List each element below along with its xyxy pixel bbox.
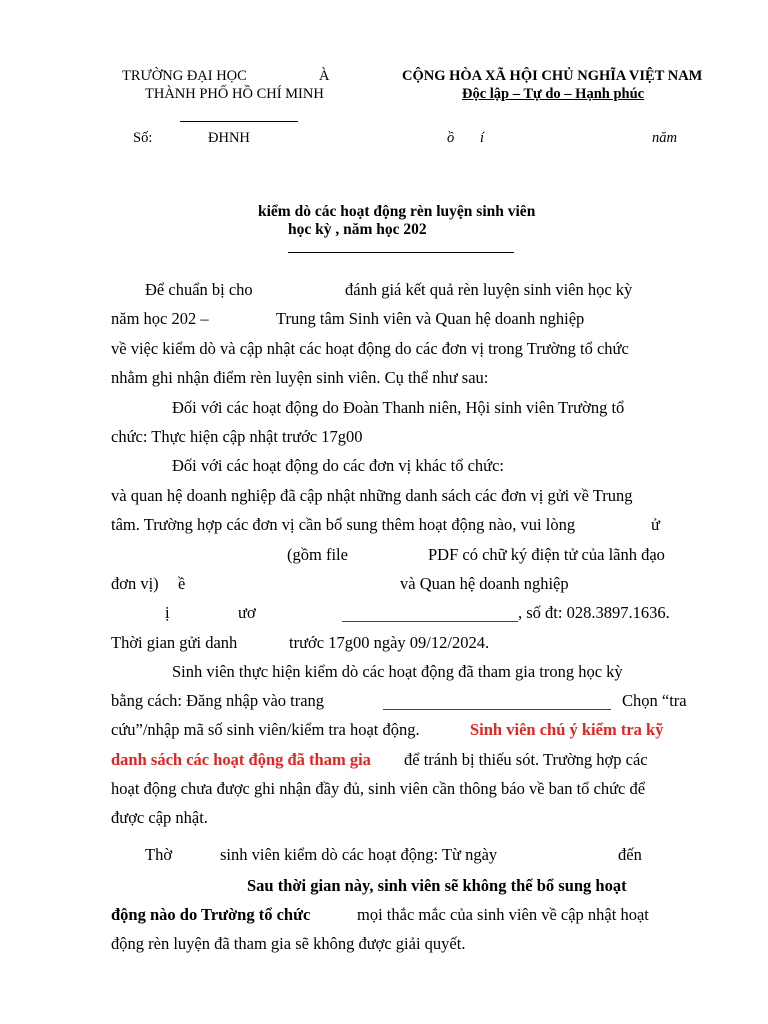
p3-e3: và Quan hệ doanh nghiệp	[400, 574, 569, 593]
p6-c: động rèn luyện đã tham gia sẽ không được giải quyết.	[111, 934, 466, 953]
school-name-text: TRƯỜNG ĐẠI HỌC	[122, 68, 247, 84]
p3-c-tail: ử	[651, 515, 660, 534]
school-name-tail: À	[319, 68, 330, 84]
school-name-line2: THÀNH PHỐ HỒ CHÍ MINH	[145, 86, 324, 102]
p1-c: năm học 202 –	[111, 309, 209, 328]
p3-e2: ề	[178, 574, 186, 593]
doc-number-label: Số:	[133, 130, 153, 146]
p4-e: hoạt động chưa được ghi nhận đầy đủ, sinh viên cần thông báo về ban tổ chức để	[111, 779, 646, 798]
p3-d2: PDF có chữ ký điện tử của lãnh đạo	[428, 545, 665, 564]
p3-e1: đơn vị)	[111, 574, 159, 593]
p3-g1: Thời gian gửi danh	[111, 633, 238, 652]
school-name-line1	[122, 68, 247, 85]
school-underline	[180, 121, 298, 122]
p4-a: Sinh viên thực hiện kiểm dò các hoạt động đã tham gia trong học kỳ	[172, 662, 623, 681]
p3-g2: trước 17g00 ngày 09/12/2024.	[289, 633, 490, 652]
p3-f2: ươ	[238, 603, 256, 622]
p6-a: Sau thời gian này, sinh viên sẽ không thể bổ sung hoạt	[247, 876, 627, 895]
p5-a: Thờ	[145, 845, 173, 864]
p1-e: về việc kiểm dò và cập nhật các hoạt động do các đơn vị trong Trường tổ chức	[111, 339, 629, 358]
p1-a: Để chuẩn bị cho	[145, 280, 253, 299]
p6-b1: động nào do Trường tổ chức	[111, 905, 311, 924]
doc-number-code: ĐHNH	[208, 130, 250, 146]
p3-a: Đối với các hoạt động do các đơn vị khác tổ chức:	[172, 456, 504, 475]
national-motto: Độc lập – Tự do – Hạnh phúc	[462, 86, 645, 102]
doc-title-line1: kiểm dò các hoạt động rèn luyện sinh viên	[258, 203, 536, 220]
p2-b: chức: Thực hiện cập nhật trước 17g00	[111, 427, 363, 446]
p3-b: và quan hệ doanh nghiệp đã cập nhật những danh sách các đơn vị gửi về Trung	[111, 486, 633, 505]
date-fragment-a: ồ	[447, 130, 455, 146]
p4-d1-emphasis: danh sách các hoạt động đã tham gia	[111, 750, 371, 769]
p3-f3: , số đt: 028.3897.1636.	[518, 603, 670, 622]
p3-c: tâm. Trường hợp các đơn vị cần bổ sung thêm hoạt động nào, vui lòng	[111, 515, 576, 534]
p4-c2-emphasis: Sinh viên chú ý kiểm tra kỹ	[470, 720, 664, 739]
national-title: CỘNG HÒA XÃ HỘI CHỦ NGHĨA VIỆT NAM	[402, 68, 703, 84]
p1-f: nhằm ghi nhận điểm rèn luyện sinh viên. Cụ thể như sau:	[111, 368, 489, 387]
p6-b2: mọi thắc mắc của sinh viên về cập nhật hoạt	[357, 905, 649, 924]
doc-title-line2: học kỳ , năm học 202	[288, 221, 427, 238]
p5-b: sinh viên kiểm dò các hoạt động: Từ ngày	[220, 845, 498, 864]
date-year-label: năm	[652, 130, 677, 146]
p4-b2: Chọn “tra	[622, 691, 687, 710]
p3-f1: ị	[165, 603, 170, 622]
email-link-blank[interactable]	[342, 621, 518, 622]
p2-a: Đối với các hoạt động do Đoàn Thanh niên, Hội sinh viên Trường tổ	[172, 398, 625, 417]
date-fragment-b: í	[480, 130, 485, 146]
p4-d2: để tránh bị thiếu sót. Trường hợp các	[404, 750, 648, 769]
title-underline	[288, 252, 514, 253]
p4-f: được cập nhật.	[111, 808, 208, 827]
p1-b: đánh giá kết quả rèn luyện sinh viên học kỳ	[345, 280, 633, 299]
p1-d: Trung tâm Sinh viên và Quan hệ doanh nghiệp	[276, 309, 585, 328]
website-link-blank[interactable]	[383, 709, 611, 710]
p4-c1: cứu”/nhập mã số sinh viên/kiểm tra hoạt động.	[111, 720, 420, 739]
p5-c: đến	[618, 845, 642, 864]
p3-d1: (gồm file	[287, 545, 348, 564]
p4-b1: bằng cách: Đăng nhập vào trang	[111, 691, 325, 710]
